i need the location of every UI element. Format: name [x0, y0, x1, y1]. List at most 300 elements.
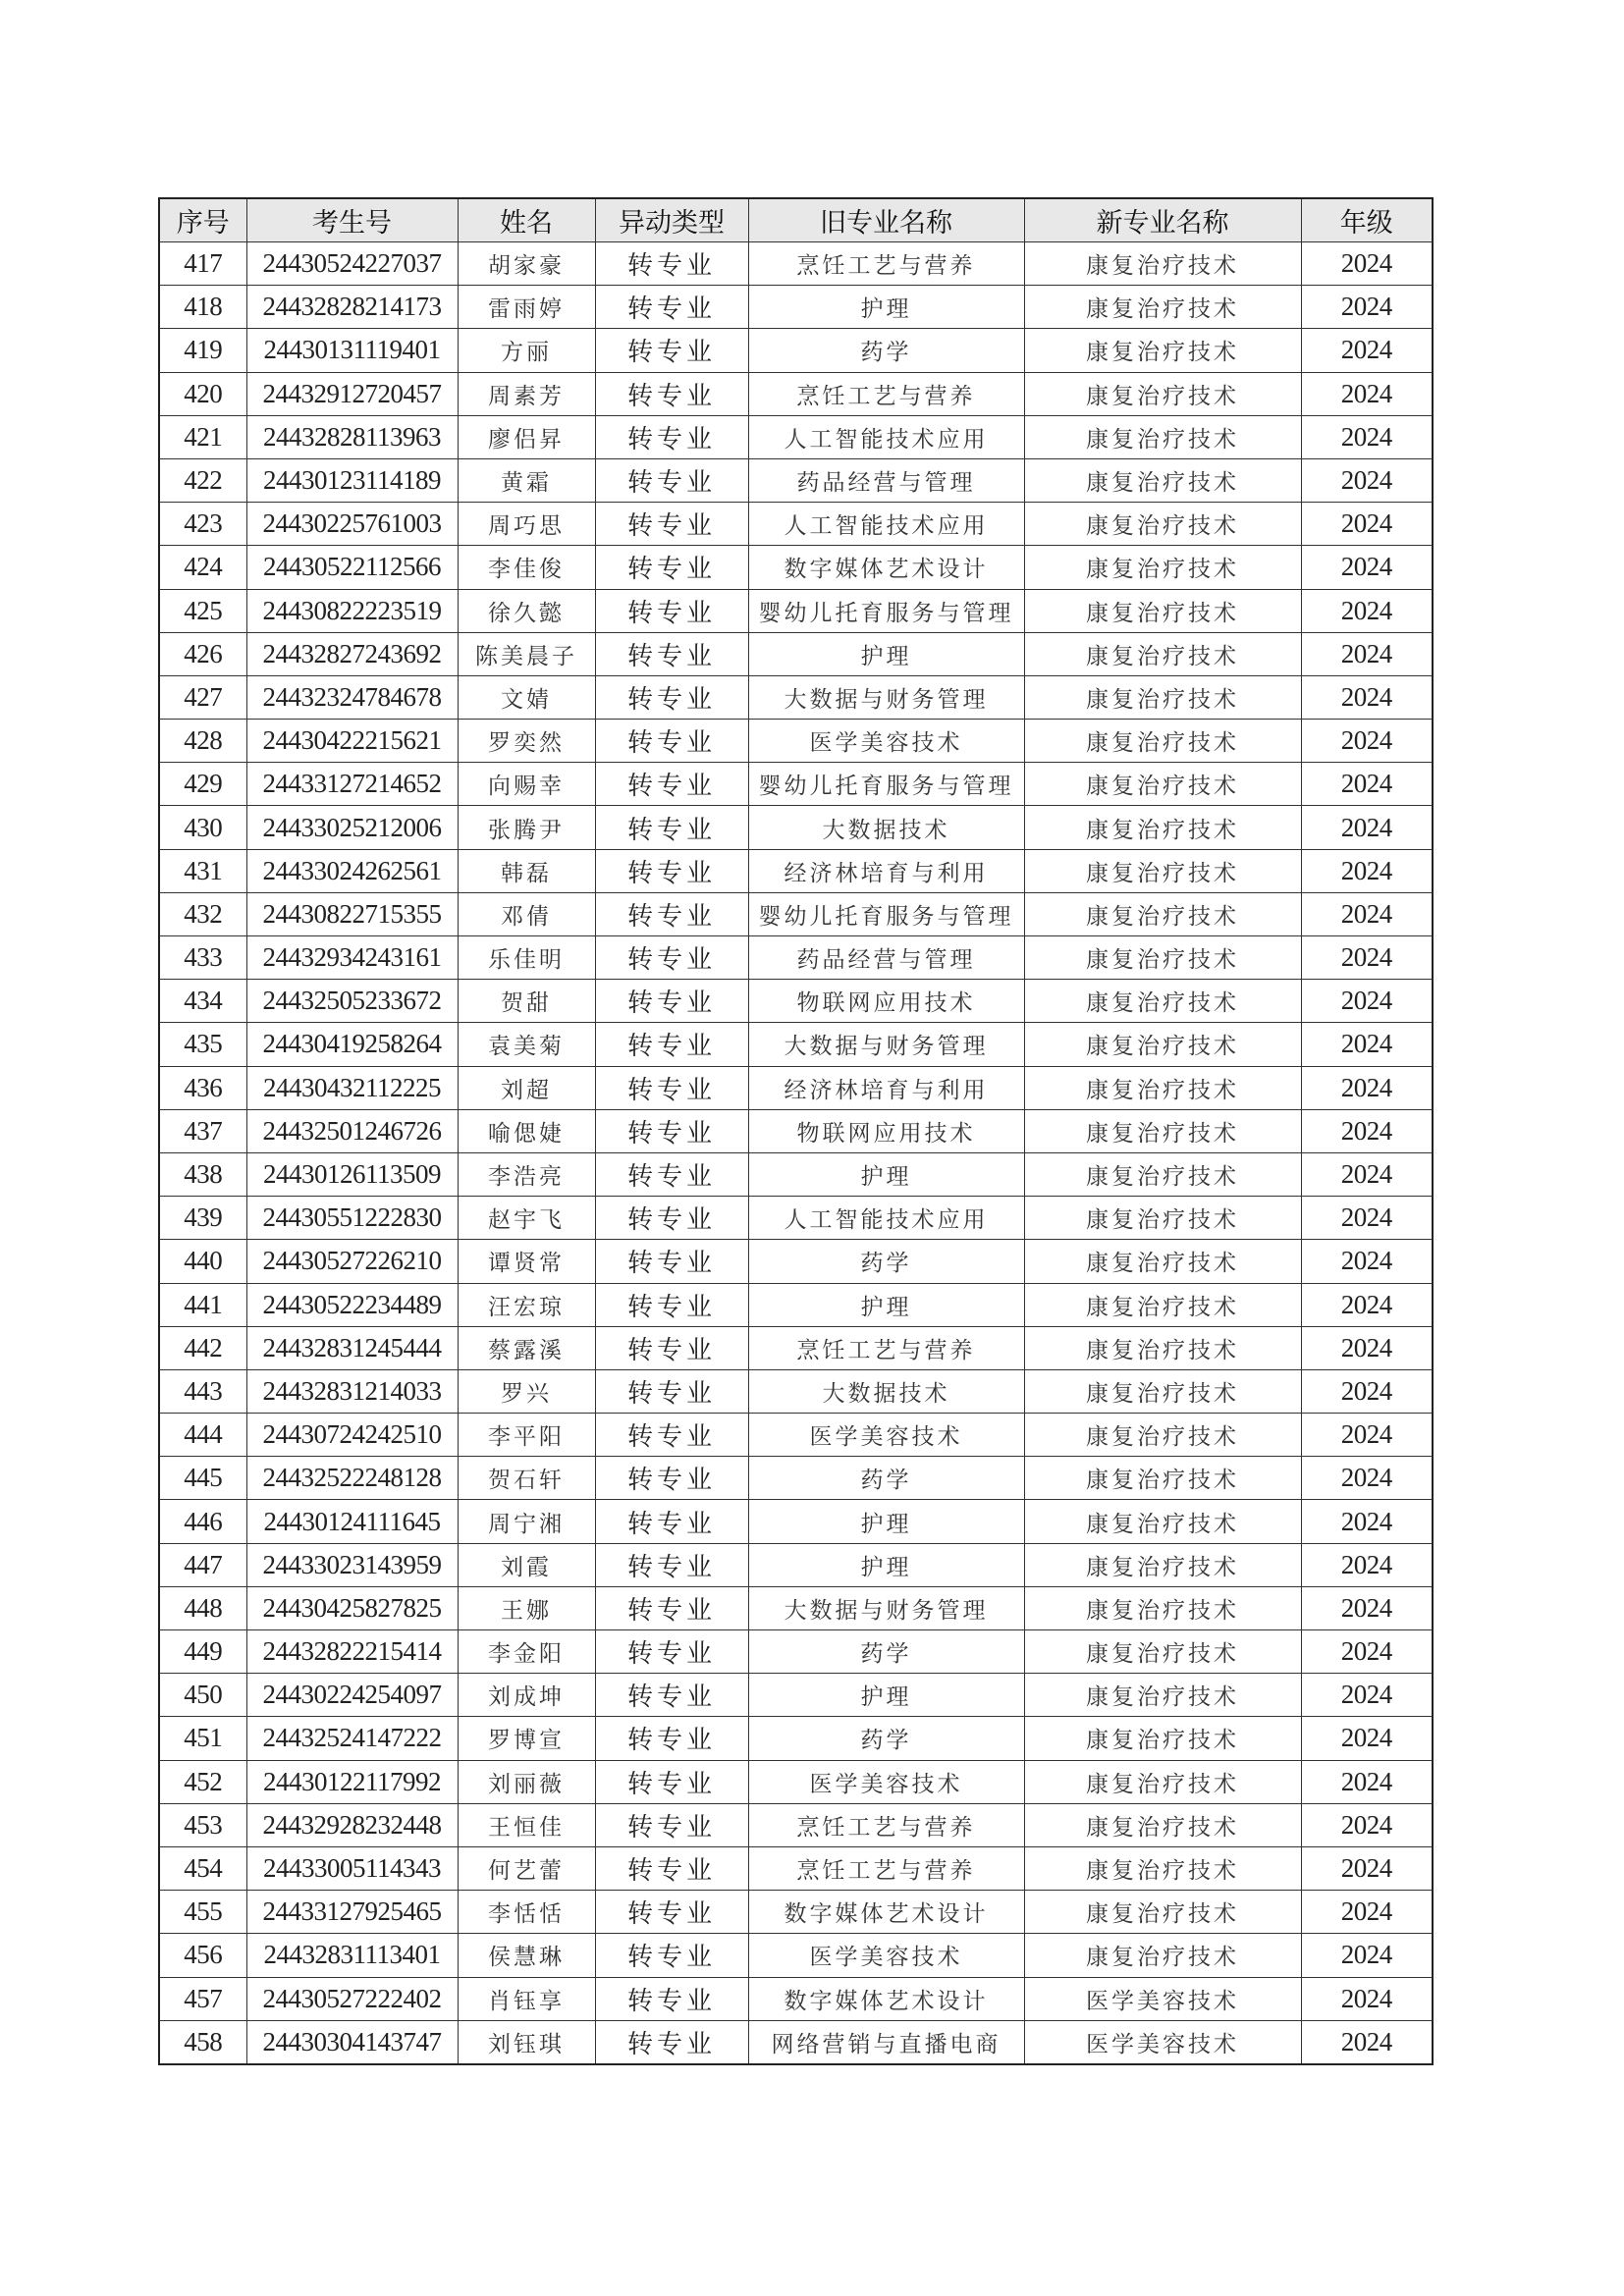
cell-grade: 2024: [1301, 2020, 1433, 2064]
cell-name: 刘钰琪: [458, 2020, 595, 2064]
cell-grade: 2024: [1301, 1630, 1433, 1674]
cell-new-major: 康复治疗技术: [1024, 1457, 1301, 1500]
table-row: [159, 1414, 1433, 1457]
cell-index: 428: [159, 720, 246, 763]
cell-name: 邓倩: [458, 892, 595, 935]
cell-old-major: 药学: [748, 329, 1024, 372]
table-row: [159, 1934, 1433, 1977]
cell-grade: 2024: [1301, 589, 1433, 632]
cell-exam-no: 24432831113401: [246, 1934, 458, 1977]
cell-new-major: 康复治疗技术: [1024, 1543, 1301, 1586]
cell-grade: 2024: [1301, 763, 1433, 806]
cell-old-major: 大数据与财务管理: [748, 675, 1024, 719]
cell-new-major: 康复治疗技术: [1024, 1023, 1301, 1066]
cell-old-major: 医学美容技术: [748, 1760, 1024, 1803]
cell-exam-no: 24432831214033: [246, 1369, 458, 1413]
cell-change-type: 转专业: [595, 806, 748, 849]
cell-grade: 2024: [1301, 720, 1433, 763]
cell-index: 449: [159, 1630, 246, 1674]
cell-grade: 2024: [1301, 1760, 1433, 1803]
table-row: [159, 329, 1433, 372]
cell-old-major: 药学: [748, 1457, 1024, 1500]
cell-exam-no: 24432912720457: [246, 372, 458, 415]
table-row: [159, 936, 1433, 980]
cell-index: 431: [159, 849, 246, 892]
table-row: [159, 458, 1433, 502]
cell-old-major: 医学美容技术: [748, 1934, 1024, 1977]
cell-name: 王恒佳: [458, 1803, 595, 1846]
cell-change-type: 转专业: [595, 1066, 748, 1109]
table-row: [159, 763, 1433, 806]
cell-change-type: 转专业: [595, 1109, 748, 1152]
cell-new-major: 康复治疗技术: [1024, 372, 1301, 415]
cell-change-type: 转专业: [595, 1283, 748, 1326]
cell-new-major: 康复治疗技术: [1024, 1240, 1301, 1283]
cell-exam-no: 24430224254097: [246, 1674, 458, 1717]
cell-old-major: 物联网应用技术: [748, 980, 1024, 1023]
cell-index: 455: [159, 1891, 246, 1934]
table-row: [159, 372, 1433, 415]
cell-exam-no: 24430524227037: [246, 242, 458, 286]
cell-name: 向赐幸: [458, 763, 595, 806]
cell-index: 450: [159, 1674, 246, 1717]
cell-exam-no: 24430551222830: [246, 1197, 458, 1240]
cell-new-major: 康复治疗技术: [1024, 675, 1301, 719]
cell-index: 436: [159, 1066, 246, 1109]
header-new-major: 新专业名称: [1024, 198, 1301, 242]
cell-exam-no: 24432524147222: [246, 1717, 458, 1760]
cell-grade: 2024: [1301, 458, 1433, 502]
cell-old-major: 药学: [748, 1630, 1024, 1674]
cell-index: 427: [159, 675, 246, 719]
cell-index: 453: [159, 1803, 246, 1846]
cell-new-major: 康复治疗技术: [1024, 1760, 1301, 1803]
table-row: [159, 1326, 1433, 1369]
table-row: [159, 1760, 1433, 1803]
cell-index: 452: [159, 1760, 246, 1803]
cell-grade: 2024: [1301, 1369, 1433, 1413]
header-index: 序号: [159, 198, 246, 242]
cell-index: 433: [159, 936, 246, 980]
table-row: [159, 1023, 1433, 1066]
cell-grade: 2024: [1301, 415, 1433, 458]
cell-exam-no: 24430126113509: [246, 1152, 458, 1196]
cell-new-major: 康复治疗技术: [1024, 1500, 1301, 1543]
cell-index: 441: [159, 1283, 246, 1326]
cell-old-major: 数字媒体艺术设计: [748, 546, 1024, 589]
cell-index: 432: [159, 892, 246, 935]
cell-name: 贺石轩: [458, 1457, 595, 1500]
cell-grade: 2024: [1301, 372, 1433, 415]
cell-old-major: 护理: [748, 632, 1024, 675]
table-row: [159, 546, 1433, 589]
cell-exam-no: 24430432112225: [246, 1066, 458, 1109]
cell-name: 李佳俊: [458, 546, 595, 589]
cell-change-type: 转专业: [595, 1023, 748, 1066]
table-row: [159, 1283, 1433, 1326]
cell-old-major: 护理: [748, 1674, 1024, 1717]
cell-change-type: 转专业: [595, 1326, 748, 1369]
cell-grade: 2024: [1301, 546, 1433, 589]
cell-index: 430: [159, 806, 246, 849]
cell-change-type: 转专业: [595, 892, 748, 935]
cell-grade: 2024: [1301, 806, 1433, 849]
cell-grade: 2024: [1301, 1543, 1433, 1586]
table-row: [159, 892, 1433, 935]
cell-index: 457: [159, 1977, 246, 2020]
cell-name: 李恬恬: [458, 1891, 595, 1934]
cell-new-major: 康复治疗技术: [1024, 1369, 1301, 1413]
cell-grade: 2024: [1301, 980, 1433, 1023]
cell-index: 420: [159, 372, 246, 415]
cell-old-major: 药学: [748, 1240, 1024, 1283]
table-row: [159, 589, 1433, 632]
header-name: 姓名: [458, 198, 595, 242]
cell-grade: 2024: [1301, 1717, 1433, 1760]
cell-grade: 2024: [1301, 1846, 1433, 1890]
cell-change-type: 转专业: [595, 1717, 748, 1760]
table-row: [159, 1109, 1433, 1152]
cell-grade: 2024: [1301, 892, 1433, 935]
cell-grade: 2024: [1301, 1977, 1433, 2020]
cell-index: 425: [159, 589, 246, 632]
table-row: [159, 806, 1433, 849]
cell-name: 罗博宣: [458, 1717, 595, 1760]
cell-change-type: 转专业: [595, 1152, 748, 1196]
cell-new-major: 康复治疗技术: [1024, 1109, 1301, 1152]
table-row: [159, 1543, 1433, 1586]
cell-change-type: 转专业: [595, 1197, 748, 1240]
cell-name: 文婧: [458, 675, 595, 719]
table-row: [159, 1586, 1433, 1629]
cell-exam-no: 24430527222402: [246, 1977, 458, 2020]
cell-exam-no: 24430522234489: [246, 1283, 458, 1326]
cell-grade: 2024: [1301, 503, 1433, 546]
cell-index: 422: [159, 458, 246, 502]
cell-grade: 2024: [1301, 1934, 1433, 1977]
cell-new-major: 康复治疗技术: [1024, 458, 1301, 502]
cell-grade: 2024: [1301, 286, 1433, 329]
cell-name: 王娜: [458, 1586, 595, 1629]
cell-change-type: 转专业: [595, 242, 748, 286]
cell-new-major: 康复治疗技术: [1024, 1414, 1301, 1457]
cell-index: 445: [159, 1457, 246, 1500]
cell-change-type: 转专业: [595, 329, 748, 372]
cell-grade: 2024: [1301, 1674, 1433, 1717]
cell-old-major: 烹饪工艺与营养: [748, 1846, 1024, 1890]
cell-change-type: 转专业: [595, 1414, 748, 1457]
cell-exam-no: 24430124111645: [246, 1500, 458, 1543]
cell-name: 何艺蕾: [458, 1846, 595, 1890]
cell-exam-no: 24433023143959: [246, 1543, 458, 1586]
cell-new-major: 康复治疗技术: [1024, 1066, 1301, 1109]
cell-index: 443: [159, 1369, 246, 1413]
cell-exam-no: 24430123114189: [246, 458, 458, 502]
cell-index: 423: [159, 503, 246, 546]
cell-change-type: 转专业: [595, 632, 748, 675]
cell-index: 454: [159, 1846, 246, 1890]
table-row: [159, 1240, 1433, 1283]
table-row: [159, 286, 1433, 329]
cell-change-type: 转专业: [595, 936, 748, 980]
table-row: [159, 242, 1433, 286]
cell-old-major: 烹饪工艺与营养: [748, 1326, 1024, 1369]
cell-new-major: 康复治疗技术: [1024, 415, 1301, 458]
cell-exam-no: 24433127214652: [246, 763, 458, 806]
cell-old-major: 药品经营与管理: [748, 458, 1024, 502]
cell-old-major: 婴幼儿托育服务与管理: [748, 589, 1024, 632]
cell-exam-no: 24433024262561: [246, 849, 458, 892]
cell-name: 喻偲婕: [458, 1109, 595, 1152]
table-row: [159, 1803, 1433, 1846]
header-exam-no: 考生号: [246, 198, 458, 242]
table-header-row: [159, 198, 1433, 242]
cell-exam-no: 24430131119401: [246, 329, 458, 372]
cell-change-type: 转专业: [595, 1457, 748, 1500]
cell-name: 韩磊: [458, 849, 595, 892]
cell-name: 乐佳明: [458, 936, 595, 980]
cell-change-type: 转专业: [595, 286, 748, 329]
cell-grade: 2024: [1301, 1023, 1433, 1066]
cell-name: 李平阳: [458, 1414, 595, 1457]
cell-name: 蔡露溪: [458, 1326, 595, 1369]
cell-exam-no: 24432928232448: [246, 1803, 458, 1846]
cell-new-major: 康复治疗技术: [1024, 936, 1301, 980]
cell-name: 廖侣昇: [458, 415, 595, 458]
cell-grade: 2024: [1301, 1283, 1433, 1326]
cell-new-major: 康复治疗技术: [1024, 849, 1301, 892]
cell-change-type: 转专业: [595, 546, 748, 589]
cell-old-major: 药品经营与管理: [748, 936, 1024, 980]
cell-new-major: 康复治疗技术: [1024, 1803, 1301, 1846]
cell-name: 黄霜: [458, 458, 595, 502]
cell-exam-no: 24432831245444: [246, 1326, 458, 1369]
cell-old-major: 医学美容技术: [748, 1414, 1024, 1457]
cell-change-type: 转专业: [595, 1500, 748, 1543]
cell-name: 刘超: [458, 1066, 595, 1109]
cell-exam-no: 24432324784678: [246, 675, 458, 719]
table-row: [159, 1369, 1433, 1413]
cell-exam-no: 24430522112566: [246, 546, 458, 589]
cell-new-major: 康复治疗技术: [1024, 892, 1301, 935]
cell-new-major: 康复治疗技术: [1024, 503, 1301, 546]
cell-name: 谭贤常: [458, 1240, 595, 1283]
table-row: [159, 632, 1433, 675]
cell-new-major: 康复治疗技术: [1024, 1846, 1301, 1890]
cell-old-major: 婴幼儿托育服务与管理: [748, 763, 1024, 806]
cell-exam-no: 24432822215414: [246, 1630, 458, 1674]
cell-new-major: 康复治疗技术: [1024, 980, 1301, 1023]
cell-index: 451: [159, 1717, 246, 1760]
cell-new-major: 康复治疗技术: [1024, 1197, 1301, 1240]
cell-index: 444: [159, 1414, 246, 1457]
cell-old-major: 大数据与财务管理: [748, 1586, 1024, 1629]
cell-old-major: 护理: [748, 286, 1024, 329]
cell-index: 434: [159, 980, 246, 1023]
cell-exam-no: 24430225761003: [246, 503, 458, 546]
cell-grade: 2024: [1301, 936, 1433, 980]
cell-grade: 2024: [1301, 242, 1433, 286]
table-row: [159, 1891, 1433, 1934]
cell-new-major: 康复治疗技术: [1024, 1717, 1301, 1760]
cell-change-type: 转专业: [595, 1846, 748, 1890]
cell-change-type: 转专业: [595, 503, 748, 546]
cell-index: 429: [159, 763, 246, 806]
cell-old-major: 医学美容技术: [748, 720, 1024, 763]
cell-index: 440: [159, 1240, 246, 1283]
cell-new-major: 康复治疗技术: [1024, 589, 1301, 632]
cell-old-major: 人工智能技术应用: [748, 415, 1024, 458]
cell-change-type: 转专业: [595, 980, 748, 1023]
cell-exam-no: 24430724242510: [246, 1414, 458, 1457]
cell-old-major: 大数据技术: [748, 806, 1024, 849]
cell-index: 421: [159, 415, 246, 458]
cell-name: 肖钰享: [458, 1977, 595, 2020]
cell-change-type: 转专业: [595, 458, 748, 502]
cell-index: 437: [159, 1109, 246, 1152]
header-grade: 年级: [1301, 198, 1433, 242]
cell-exam-no: 24433025212006: [246, 806, 458, 849]
cell-grade: 2024: [1301, 1457, 1433, 1500]
cell-exam-no: 24432828113963: [246, 415, 458, 458]
cell-index: 446: [159, 1500, 246, 1543]
cell-grade: 2024: [1301, 1803, 1433, 1846]
cell-new-major: 康复治疗技术: [1024, 1152, 1301, 1196]
cell-grade: 2024: [1301, 329, 1433, 372]
cell-exam-no: 24432501246726: [246, 1109, 458, 1152]
cell-new-major: 康复治疗技术: [1024, 1891, 1301, 1934]
cell-grade: 2024: [1301, 849, 1433, 892]
cell-exam-no: 24432505233672: [246, 980, 458, 1023]
cell-name: 赵宇飞: [458, 1197, 595, 1240]
cell-exam-no: 24430822223519: [246, 589, 458, 632]
cell-grade: 2024: [1301, 1197, 1433, 1240]
cell-name: 周宁湘: [458, 1500, 595, 1543]
cell-change-type: 转专业: [595, 1240, 748, 1283]
cell-new-major: 康复治疗技术: [1024, 763, 1301, 806]
table-row: [159, 1197, 1433, 1240]
cell-old-major: 物联网应用技术: [748, 1109, 1024, 1152]
cell-index: 419: [159, 329, 246, 372]
cell-change-type: 转专业: [595, 1369, 748, 1413]
cell-grade: 2024: [1301, 1891, 1433, 1934]
cell-index: 438: [159, 1152, 246, 1196]
header-change-type: 异动类型: [595, 198, 748, 242]
cell-name: 方丽: [458, 329, 595, 372]
cell-index: 458: [159, 2020, 246, 2064]
cell-new-major: 康复治疗技术: [1024, 632, 1301, 675]
cell-change-type: 转专业: [595, 720, 748, 763]
cell-new-major: 康复治疗技术: [1024, 1934, 1301, 1977]
table-row: [159, 1674, 1433, 1717]
cell-change-type: 转专业: [595, 1543, 748, 1586]
cell-old-major: 护理: [748, 1543, 1024, 1586]
cell-change-type: 转专业: [595, 1977, 748, 2020]
cell-exam-no: 24433127925465: [246, 1891, 458, 1934]
cell-new-major: 医学美容技术: [1024, 1977, 1301, 2020]
cell-grade: 2024: [1301, 675, 1433, 719]
cell-name: 张腾尹: [458, 806, 595, 849]
cell-new-major: 康复治疗技术: [1024, 1630, 1301, 1674]
cell-old-major: 烹饪工艺与营养: [748, 372, 1024, 415]
cell-index: 439: [159, 1197, 246, 1240]
cell-exam-no: 24432827243692: [246, 632, 458, 675]
cell-grade: 2024: [1301, 1066, 1433, 1109]
cell-grade: 2024: [1301, 632, 1433, 675]
table-row: [159, 503, 1433, 546]
cell-change-type: 转专业: [595, 589, 748, 632]
cell-old-major: 人工智能技术应用: [748, 1197, 1024, 1240]
cell-old-major: 经济林培育与利用: [748, 849, 1024, 892]
cell-grade: 2024: [1301, 1109, 1433, 1152]
cell-new-major: 康复治疗技术: [1024, 546, 1301, 589]
cell-name: 侯慧琳: [458, 1934, 595, 1977]
cell-change-type: 转专业: [595, 1674, 748, 1717]
cell-new-major: 康复治疗技术: [1024, 329, 1301, 372]
cell-index: 442: [159, 1326, 246, 1369]
cell-exam-no: 24430822715355: [246, 892, 458, 935]
cell-change-type: 转专业: [595, 1934, 748, 1977]
cell-change-type: 转专业: [595, 2020, 748, 2064]
cell-change-type: 转专业: [595, 372, 748, 415]
cell-name: 徐久懿: [458, 589, 595, 632]
cell-index: 417: [159, 242, 246, 286]
cell-new-major: 医学美容技术: [1024, 2020, 1301, 2064]
table-row: [159, 849, 1433, 892]
cell-new-major: 康复治疗技术: [1024, 1674, 1301, 1717]
cell-new-major: 康复治疗技术: [1024, 806, 1301, 849]
table-row: [159, 415, 1433, 458]
table-row: [159, 1717, 1433, 1760]
cell-grade: 2024: [1301, 1586, 1433, 1629]
cell-index: 456: [159, 1934, 246, 1977]
cell-name: 刘成坤: [458, 1674, 595, 1717]
table-row: [159, 1846, 1433, 1890]
table-row: [159, 1500, 1433, 1543]
cell-old-major: 人工智能技术应用: [748, 503, 1024, 546]
table-row: [159, 1152, 1433, 1196]
cell-index: 447: [159, 1543, 246, 1586]
cell-index: 435: [159, 1023, 246, 1066]
cell-name: 罗奕然: [458, 720, 595, 763]
cell-old-major: 网络营销与直播电商: [748, 2020, 1024, 2064]
cell-index: 424: [159, 546, 246, 589]
table-body: [159, 242, 1433, 2064]
cell-new-major: 康复治疗技术: [1024, 1326, 1301, 1369]
cell-name: 汪宏琼: [458, 1283, 595, 1326]
table-row: [159, 1630, 1433, 1674]
cell-exam-no: 24433005114343: [246, 1846, 458, 1890]
cell-name: 刘霞: [458, 1543, 595, 1586]
cell-grade: 2024: [1301, 1152, 1433, 1196]
cell-exam-no: 24432934243161: [246, 936, 458, 980]
cell-old-major: 烹饪工艺与营养: [748, 1803, 1024, 1846]
cell-name: 陈美晨子: [458, 632, 595, 675]
cell-exam-no: 24432828214173: [246, 286, 458, 329]
cell-old-major: 护理: [748, 1152, 1024, 1196]
table-row: [159, 1457, 1433, 1500]
table-row: [159, 675, 1433, 719]
cell-exam-no: 24430527226210: [246, 1240, 458, 1283]
cell-old-major: 大数据与财务管理: [748, 1023, 1024, 1066]
cell-name: 雷雨婷: [458, 286, 595, 329]
cell-change-type: 转专业: [595, 1630, 748, 1674]
cell-grade: 2024: [1301, 1240, 1433, 1283]
cell-change-type: 转专业: [595, 1803, 748, 1846]
cell-name: 贺甜: [458, 980, 595, 1023]
cell-name: 胡家豪: [458, 242, 595, 286]
cell-change-type: 转专业: [595, 1760, 748, 1803]
